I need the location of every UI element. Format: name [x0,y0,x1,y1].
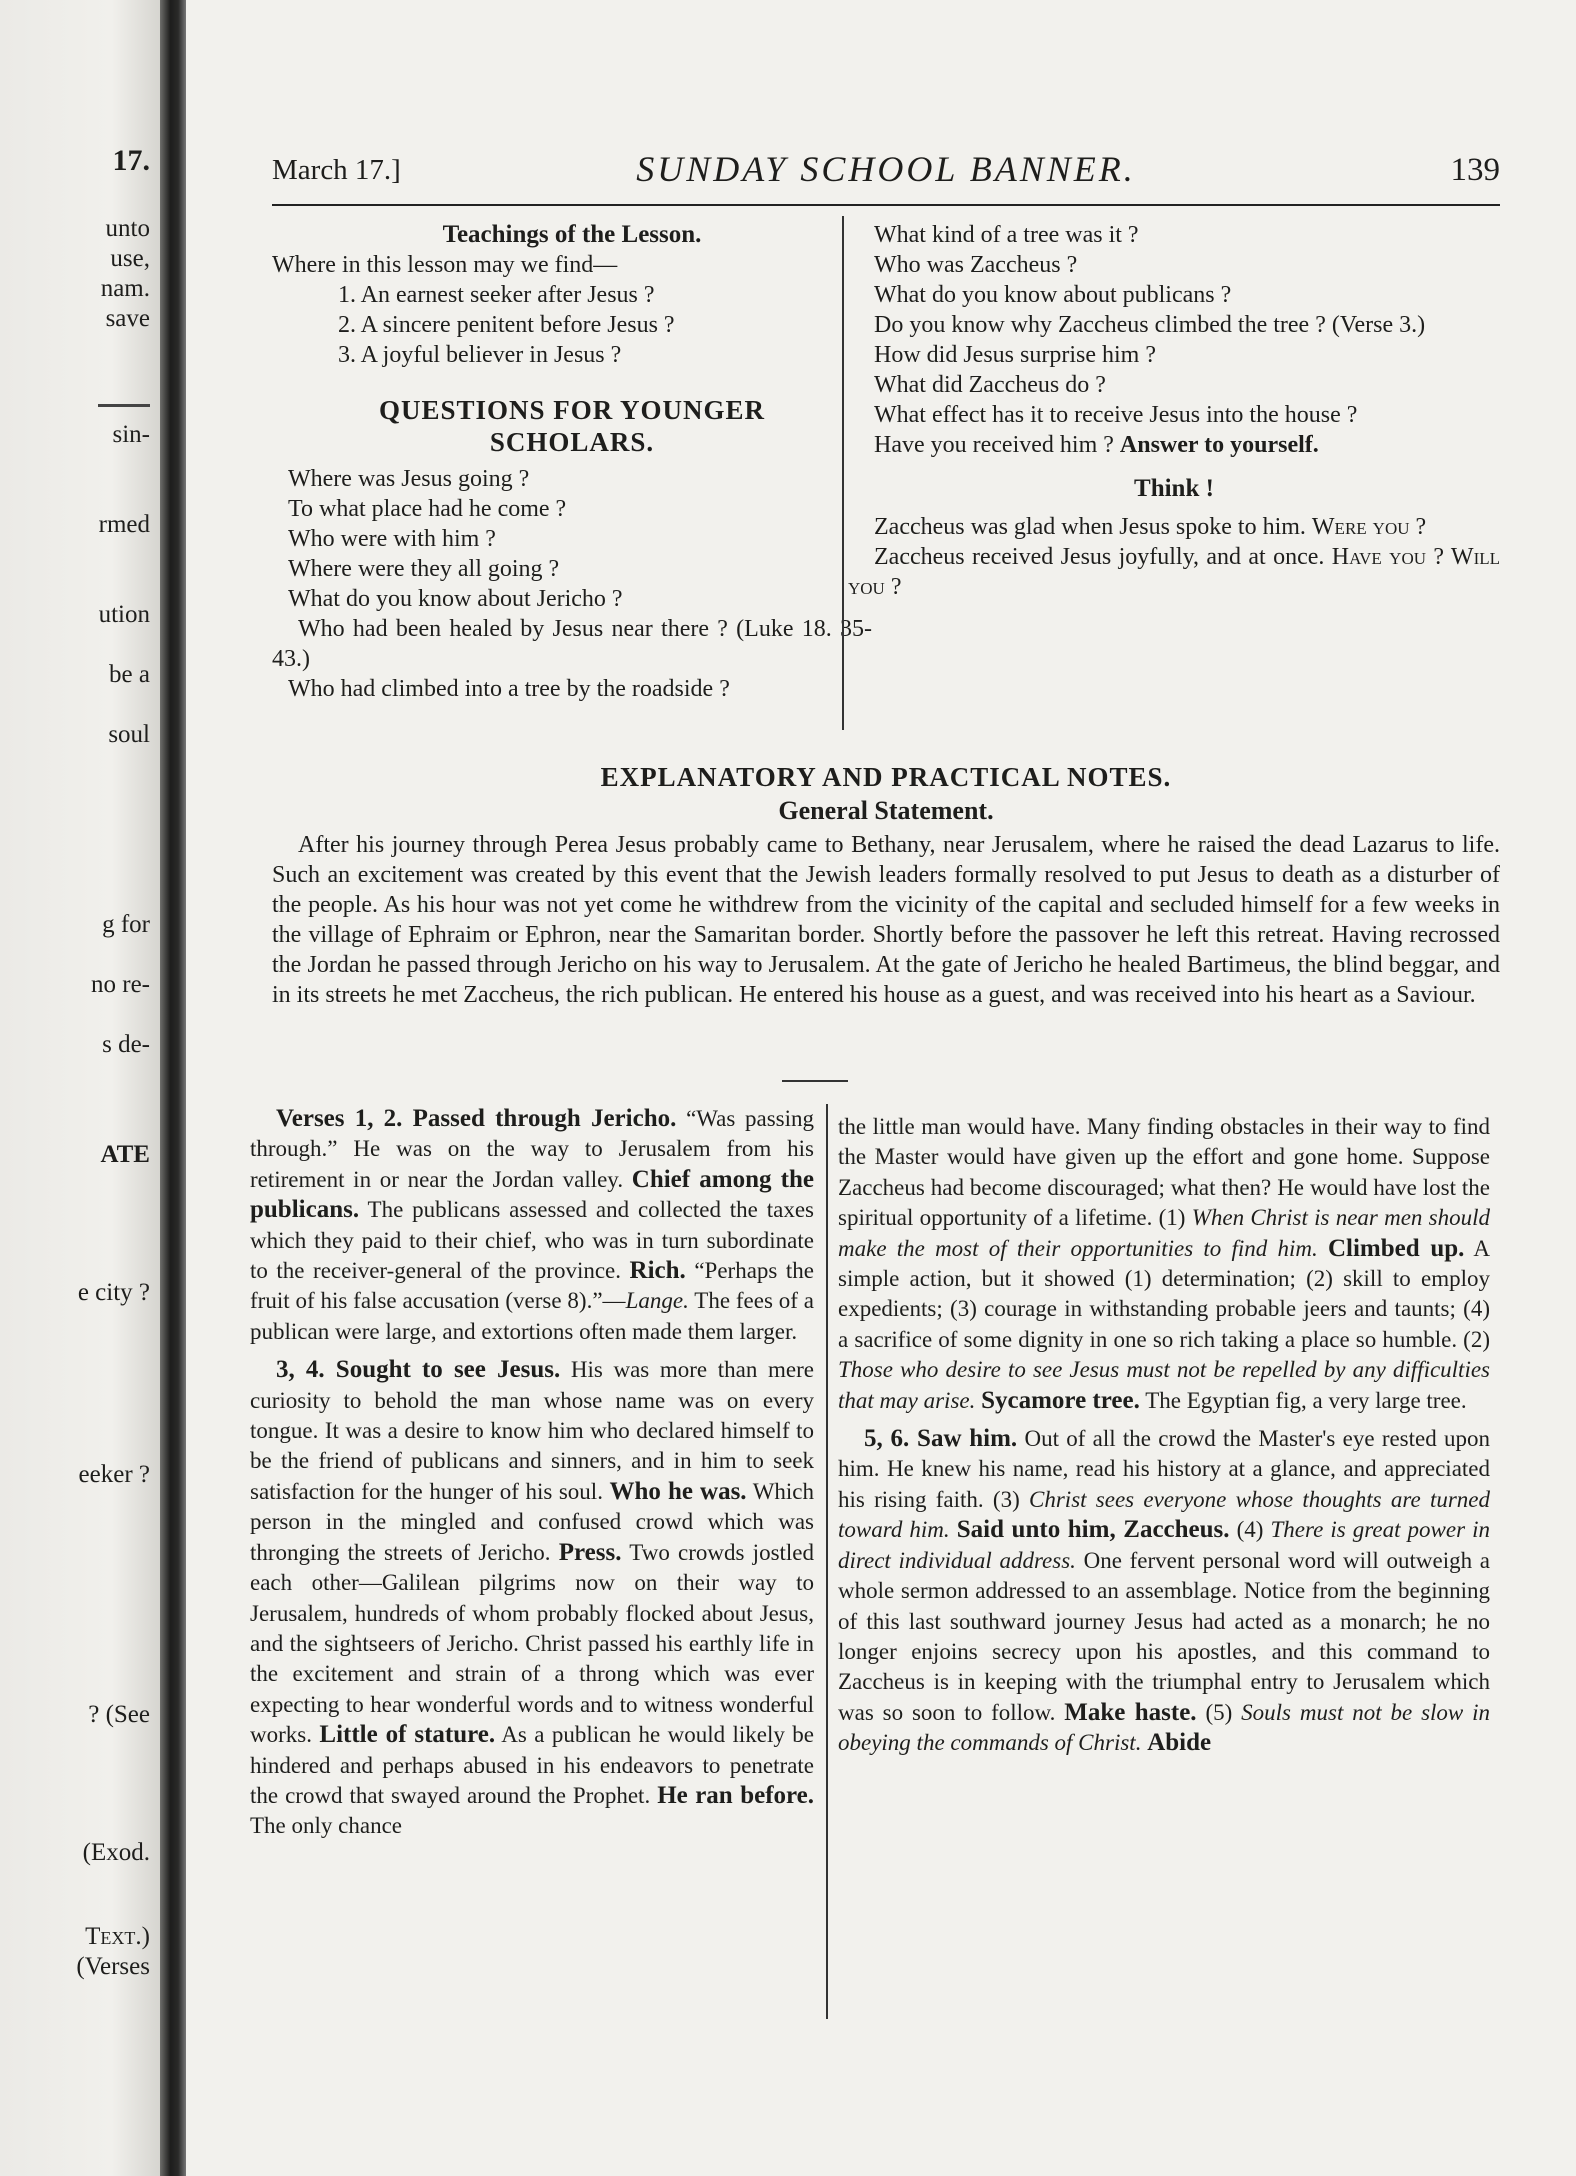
note-bold: Who he was. [609,1477,747,1505]
note-text: The only chance [250,1813,402,1839]
note-text: A simple action, but it showed (1) determination; (2) skill to employ expedients; (3) courage in withstanding probable jeers and taunts; (4) a sacrifice of some dignity in one so rich taking a place so humble. (2) [838,1235,1490,1352]
facing-page-fragment: (Exod. [82,1839,150,1866]
note-citation: Lange. [625,1288,689,1314]
note-text: “Was passing through.” He was on the way to Jerusalem from his retirement in or near the Jordan valley. [250,1106,815,1192]
notes-title: EXPLANATORY AND PRACTICAL NOTES. [600,762,1172,792]
running-head [272,148,1500,196]
note-bold: Press. [558,1538,622,1566]
question-item: To what place had he come ? [288,496,567,522]
book-gutter [160,0,186,2176]
question-item: Who were with him ? [288,526,496,552]
teaching-item-3: 3. A joyful believer in Jesus ? [338,342,622,368]
facing-page-rule [98,404,150,407]
column-divider [842,216,844,730]
note-bold: Abide [1147,1729,1212,1757]
q8-bold: Answer to yourself. [1119,432,1319,458]
question-item: How did Jesus surprise him ? [874,342,1156,368]
header-title: SUNDAY SCHOOL BANNER. [636,149,1136,189]
note-text: (4) [1236,1517,1264,1543]
facing-page-fragment: eeker ? [78,1461,150,1488]
page-number: 139 [1450,152,1500,188]
question-item: What do you know about Jericho ? [288,586,623,612]
note-text: Which person in the mingled and confused crowd which was thronging the streets of Jericho. [250,1478,815,1565]
top-right-column [848,220,1500,602]
facing-page-fragment: no re- [91,971,150,998]
facing-page-fragment: ution [98,601,150,628]
note-bold: Sycamore tree. [981,1386,1140,1414]
facing-page-fragment: rmed [98,511,150,538]
note-text: The fees of a publican were large, and extortions often made them larger. [250,1288,815,1344]
note-bold: Chief among the publicans. [250,1165,814,1224]
notes-left-column [250,1104,814,1842]
facing-page-fragment: save [105,305,150,332]
note-text: (5) [1205,1699,1233,1725]
verses-5-6-paragraph [838,1424,1490,1758]
note-text: Two crowds jostled each other—Galilean pilgrims now on their way to Jerusalem, hundreds of whom probably flocked about Jesus, and the sightseers of Jericho. Christ passed his earthly life in the excitement and strain of a throng which was ever expecting to hear wonderful words and to witness wonderful works. [250,1539,815,1748]
facing-page-fragment: be a [109,661,150,688]
facing-page-fragment: 17. [112,144,150,177]
facing-page-fragment: ? (See [88,1701,150,1728]
facing-page-fragment: Text.) [85,1923,150,1950]
top-left-column [272,220,872,704]
verses-5-6-head: 5, 6. Saw him. [864,1425,1018,1453]
verses-1-2-head: Verses 1, 2. Passed through Jericho. [276,1105,677,1132]
facing-page-fragment: (Verses [76,1953,150,1980]
think2-sc: Have you ? Will you ? [848,544,1500,600]
younger-heading-line2: SCHOLARS. [489,427,655,457]
general-statement-heading: General Statement. [778,796,994,825]
facing-page-fragment: g for [102,911,150,938]
facing-page-fragment: sin- [112,421,150,448]
q8-text: Have you received him ? [874,432,1114,458]
facing-page-fragment: nam. [100,275,150,302]
header-date: March 17.] [272,154,401,186]
note-bold: Rich. [629,1257,686,1285]
continued-paragraph [838,1112,1490,1416]
note-italic: Christ sees everyone whose thoughts are turned toward him. [838,1486,1491,1543]
question-item: What did Zaccheus do ? [874,372,1106,398]
column-divider [826,1104,828,2019]
note-text: The Egyptian fig, a very large tree. [1145,1387,1467,1413]
note-text: As a publican he would likely be hindered and perhaps abused in his endeavors to penetrate the crowd that swayed around the Prophet. [250,1722,814,1808]
note-text: The publicans assessed and collected the taxes which they paid to their chief, who was in turn subordinate to the receiver-general of the province. [250,1197,814,1284]
note-bold: Make haste. [1064,1698,1197,1726]
facing-page-fragment: use, [110,245,150,272]
verses-3-4-paragraph [250,1355,814,1842]
facing-page-fragment: s de- [102,1031,150,1058]
note-italic: Souls must not be slow in obeying the commands of Christ. [838,1699,1491,1756]
teachings-intro: Where in this lesson may we find— [272,252,618,278]
question-item [848,430,1500,460]
teaching-item-2: 2. A sincere penitent before Jesus ? [338,312,675,338]
facing-page-fragment: unto [105,215,150,242]
question-item: What kind of a tree was it ? [874,222,1139,248]
question-item: Do you know why Zaccheus climbed the tree ? (Verse 3.) [874,312,1426,338]
facing-page-fragment: e city ? [77,1279,150,1306]
note-text: His was more than mere curiosity to behold the man whose name was on every tongue. It was a desire to know him who declared himself to be the friend of publicans and sinners, and in him to seek satisfaction for the hunger of his soul. [250,1357,814,1504]
question-item: What effect has it to receive Jesus into the house ? [874,402,1358,428]
general-statement-text: After his journey through Perea Jesus probably came to Bethany, near Jerusalem, where he raised the dead Lazarus to life. Such an excitement was created by this event that the Jewish leaders formally resolved to put Jesus to death as a disturber of the people. As his hour was not yet come he withdrew from the vicinity of the capital and secluded himself for a few weeks in the village of Ephraim or Ephron, near the Samaritan border. Shortly before the passover he left this retreat. Having recrossed the Jordan he passed through Jericho on his way to Jerusalem. At the gate of Jericho he healed Bartimeus, the blind beggar, and in its streets he met Zaccheus, the rich publican. He entered his house as a guest, and was received into his heart as a Saviour. [272,832,1500,1008]
book-page [186,0,1576,2176]
note-text: One fervent personal word will outweigh a whole sermon addressed to an assemblage. Notice from the beginning of this last southward journey Jesus had acted as a monarch; he no longer enjoins secrecy upon his apostles, and this command to Zaccheus is in keeping with the triumphal entry to Jerusalem which was so soon to follow. [838,1547,1491,1725]
note-bold: Said unto him, Zaccheus. [956,1516,1230,1544]
question-item: Where were they all going ? [288,556,560,582]
younger-heading-line1: QUESTIONS FOR YOUNGER [378,395,766,425]
verses-1-2-paragraph [250,1104,814,1347]
think-heading: Think ! [1134,475,1214,502]
facing-page-edge [0,0,160,2176]
think1-sc: Were you ? [1311,514,1427,540]
question-item: Who had been healed by Jesus near there ? (Luke 18. 35-43.) [272,616,872,672]
think2-text: Zaccheus received Jesus joyfully, and at once. [874,544,1325,570]
notes-right-column [838,1112,1490,1759]
section-rule [782,1080,848,1082]
teachings-heading: Teachings of the Lesson. [442,221,702,248]
think-line [848,512,1500,542]
think-line [848,542,1500,602]
verses-3-4-head: 3, 4. Sought to see Jesus. [276,1356,561,1384]
teaching-item-1: 1. An earnest seeker after Jesus ? [338,282,655,308]
note-bold: He ran before. [657,1781,815,1809]
think1-text: Zaccheus was glad when Jesus spoke to him. [874,514,1306,540]
note-text: “Perhaps the fruit of his false accusation (verse 8).”— [250,1258,814,1314]
note-text: Out of all the crowd the Master's eye rested upon him. He knew his name, read his history at a glance, and appreciated his rising faith. (3) [838,1426,1491,1512]
note-italic: Those who desire to see Jesus must not be repelled by any difficulties that may arise. [838,1357,1490,1413]
question-item: Who was Zaccheus ? [874,252,1078,278]
note-bold: Little of stature. [319,1721,496,1749]
note-text: the little man would have. Many finding obstacles in their way to find the Master would have given up the effort and gone home. Suppose Zaccheus had become discouraged; what then? He would have lost the spiritual opportunity of a lifetime. (1) [838,1114,1490,1231]
question-item: What do you know about publicans ? [874,282,1232,308]
facing-page-fragment: ATE [100,1141,150,1168]
note-italic: There is great power in direct individual address. [838,1517,1491,1573]
note-bold: Climbed up. [1327,1234,1465,1262]
question-item: Where was Jesus going ? [288,466,530,492]
note-italic: When Christ is near men should make the most of their opportunities to find him. [838,1205,1491,1261]
question-item: Who had climbed into a tree by the roadside ? [288,676,730,702]
facing-page-fragment: soul [108,721,150,748]
header-rule [272,204,1500,206]
